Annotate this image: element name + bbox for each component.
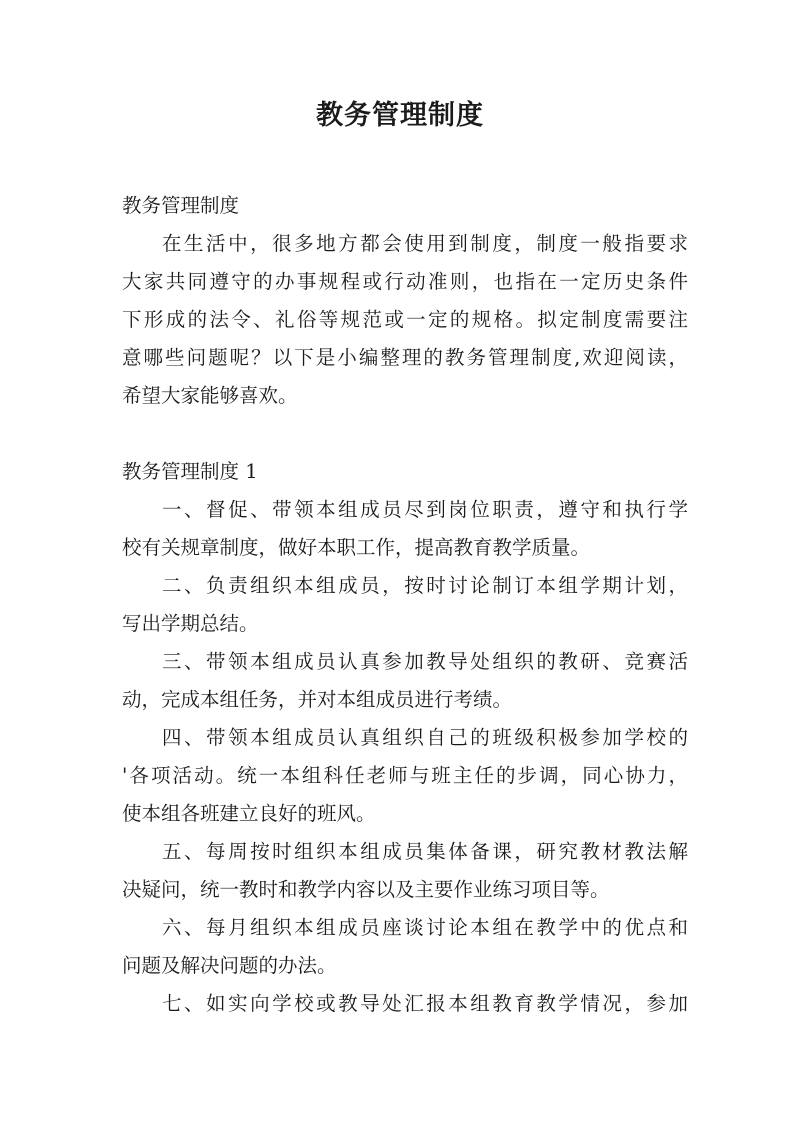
item-line: 三、带领本组成员认真参加教导处组织的教研、竞赛活 bbox=[162, 650, 688, 673]
intro-paragraph bbox=[122, 225, 688, 415]
list-item bbox=[122, 643, 688, 719]
document-body bbox=[122, 187, 688, 1023]
intro-line: 希望大家能够喜欢。 bbox=[122, 384, 298, 407]
item-line: 校有关规章制度，做好本职工作，提高教育教学质量。 bbox=[122, 536, 591, 559]
list-item bbox=[122, 985, 688, 1023]
item-line: 四、带领本组成员认真组织自己的班级积极参加学校的 bbox=[162, 726, 688, 749]
item-line: 动，完成本组任务，并对本组成员进行考绩。 bbox=[122, 688, 513, 711]
intro-line: 在生活中，很多地方都会使用到制度，制度一般指要求 bbox=[162, 232, 688, 255]
list-item bbox=[122, 719, 688, 833]
document-title: 教务管理制度 bbox=[316, 100, 484, 131]
paragraph-gap bbox=[122, 415, 688, 453]
item-line: 一、督促、带领本组成员尽到岗位职责，遵守和执行学 bbox=[162, 498, 688, 521]
list-item bbox=[122, 491, 688, 567]
item-line: 使本组各班建立良好的班风。 bbox=[122, 802, 376, 825]
list-item bbox=[122, 833, 688, 909]
intro-line: 大家共同遵守的办事规程或行动准则，也指在一定历史条件 bbox=[122, 270, 688, 293]
item-line: 六、每月组织本组成员座谈讨论本组在教学中的优点和 bbox=[162, 916, 688, 939]
list-item bbox=[122, 909, 688, 985]
intro-line: 意哪些问题呢？以下是小编整理的教务管理制度,欢迎阅读， bbox=[122, 346, 688, 369]
item-line: 写出学期总结。 bbox=[122, 612, 259, 635]
item-line: '各项活动。统一本组科任老师与班主任的步调，同心协力， bbox=[122, 764, 688, 787]
intro-line: 下形成的法令、礼俗等规范或一定的规格。拟定制度需要注 bbox=[122, 308, 688, 331]
item-line: 问题及解决问题的办法。 bbox=[122, 954, 337, 977]
item-line: 七、如实向学校或教导处汇报本组教育教学情况，参加 bbox=[162, 992, 688, 1015]
list-item bbox=[122, 567, 688, 643]
section-heading: 教务管理制度 1 bbox=[122, 460, 258, 483]
item-line: 五、每周按时组织本组成员集体备课，研究教材教法解 bbox=[162, 840, 688, 863]
item-line: 二、负责组织本组成员，按时讨论制订本组学期计划， bbox=[162, 574, 688, 597]
subtitle: 教务管理制度 bbox=[122, 194, 240, 217]
item-line: 决疑问，统一教时和教学内容以及主要作业练习项目等。 bbox=[122, 878, 610, 901]
